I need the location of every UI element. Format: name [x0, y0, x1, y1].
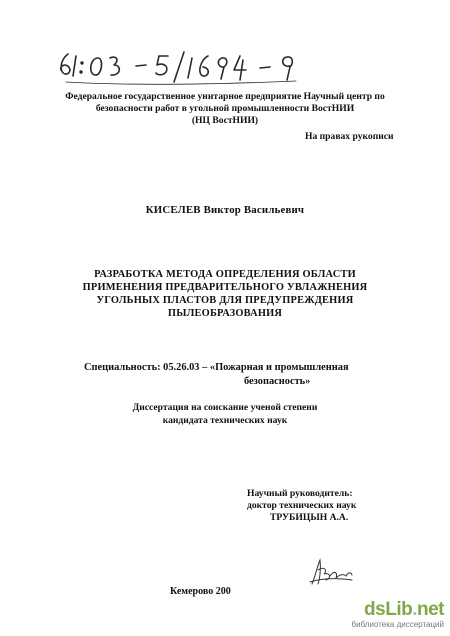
- brand-dot: .: [412, 599, 417, 620]
- handwritten-number-drawing: [56, 46, 306, 90]
- specialty-line-2: безопасность»: [244, 376, 311, 387]
- title-line-3: УГОЛЬНЫХ ПЛАСТОВ ДЛЯ ПРЕДУПРЕЖДЕНИЯ: [96, 295, 354, 306]
- organization-header: [0, 91, 450, 127]
- degree-line-1: Диссертация на соискание ученой степени: [132, 402, 318, 413]
- organization-line-3: (НЦ ВостНИИ): [191, 115, 259, 126]
- brand-main: dsLib: [364, 599, 413, 620]
- degree-statement: [0, 401, 450, 427]
- brand-tld: net: [417, 599, 444, 620]
- handwritten-registration-number: [56, 46, 306, 90]
- degree-line-2: кандидата технических наук: [162, 415, 288, 426]
- title-line-1: РАЗРАБОТКА МЕТОДА ОПРЕДЕЛЕНИЯ ОБЛАСТИ: [94, 269, 356, 280]
- city-year: Кемерово 200: [170, 586, 231, 597]
- handwritten-signature: [308, 556, 354, 588]
- dissertation-title: [0, 268, 450, 320]
- title-line-4: ПЫЛЕОБРАЗОВАНИЯ: [167, 308, 283, 319]
- signature-drawing: [308, 556, 354, 588]
- author-name: КИСЕЛЕВ Виктор Васильевич: [145, 204, 305, 216]
- supervisor-line-3: ТРУБИЦЫН А.А.: [270, 512, 349, 523]
- rights-note: На правах рукописи: [305, 131, 394, 142]
- specialty-line-1: Специальность: 05.26.03 – «Пожарная и промышленная: [84, 362, 349, 373]
- watermark-subtitle: библиотека диссертаций: [351, 620, 444, 629]
- supervisor-line-2: доктор технических наук: [247, 500, 357, 511]
- organization-line-2: безопасности работ в угольной промышленности ВостНИИ: [95, 103, 355, 114]
- supervisor-line-1: Научный руководитель:: [247, 488, 353, 499]
- organization-line-1: Федеральное государственное унитарное предприятие Научный центр по: [65, 91, 385, 102]
- dslib-logo: [344, 600, 444, 620]
- title-line-2: ПРИМЕНЕНИЯ ПРЕДВАРИТЕЛЬНОГО УВЛАЖНЕНИЯ: [82, 282, 368, 293]
- specialty: [84, 361, 349, 389]
- scientific-supervisor: [247, 488, 356, 524]
- dslib-watermark[interactable]: [344, 600, 444, 630]
